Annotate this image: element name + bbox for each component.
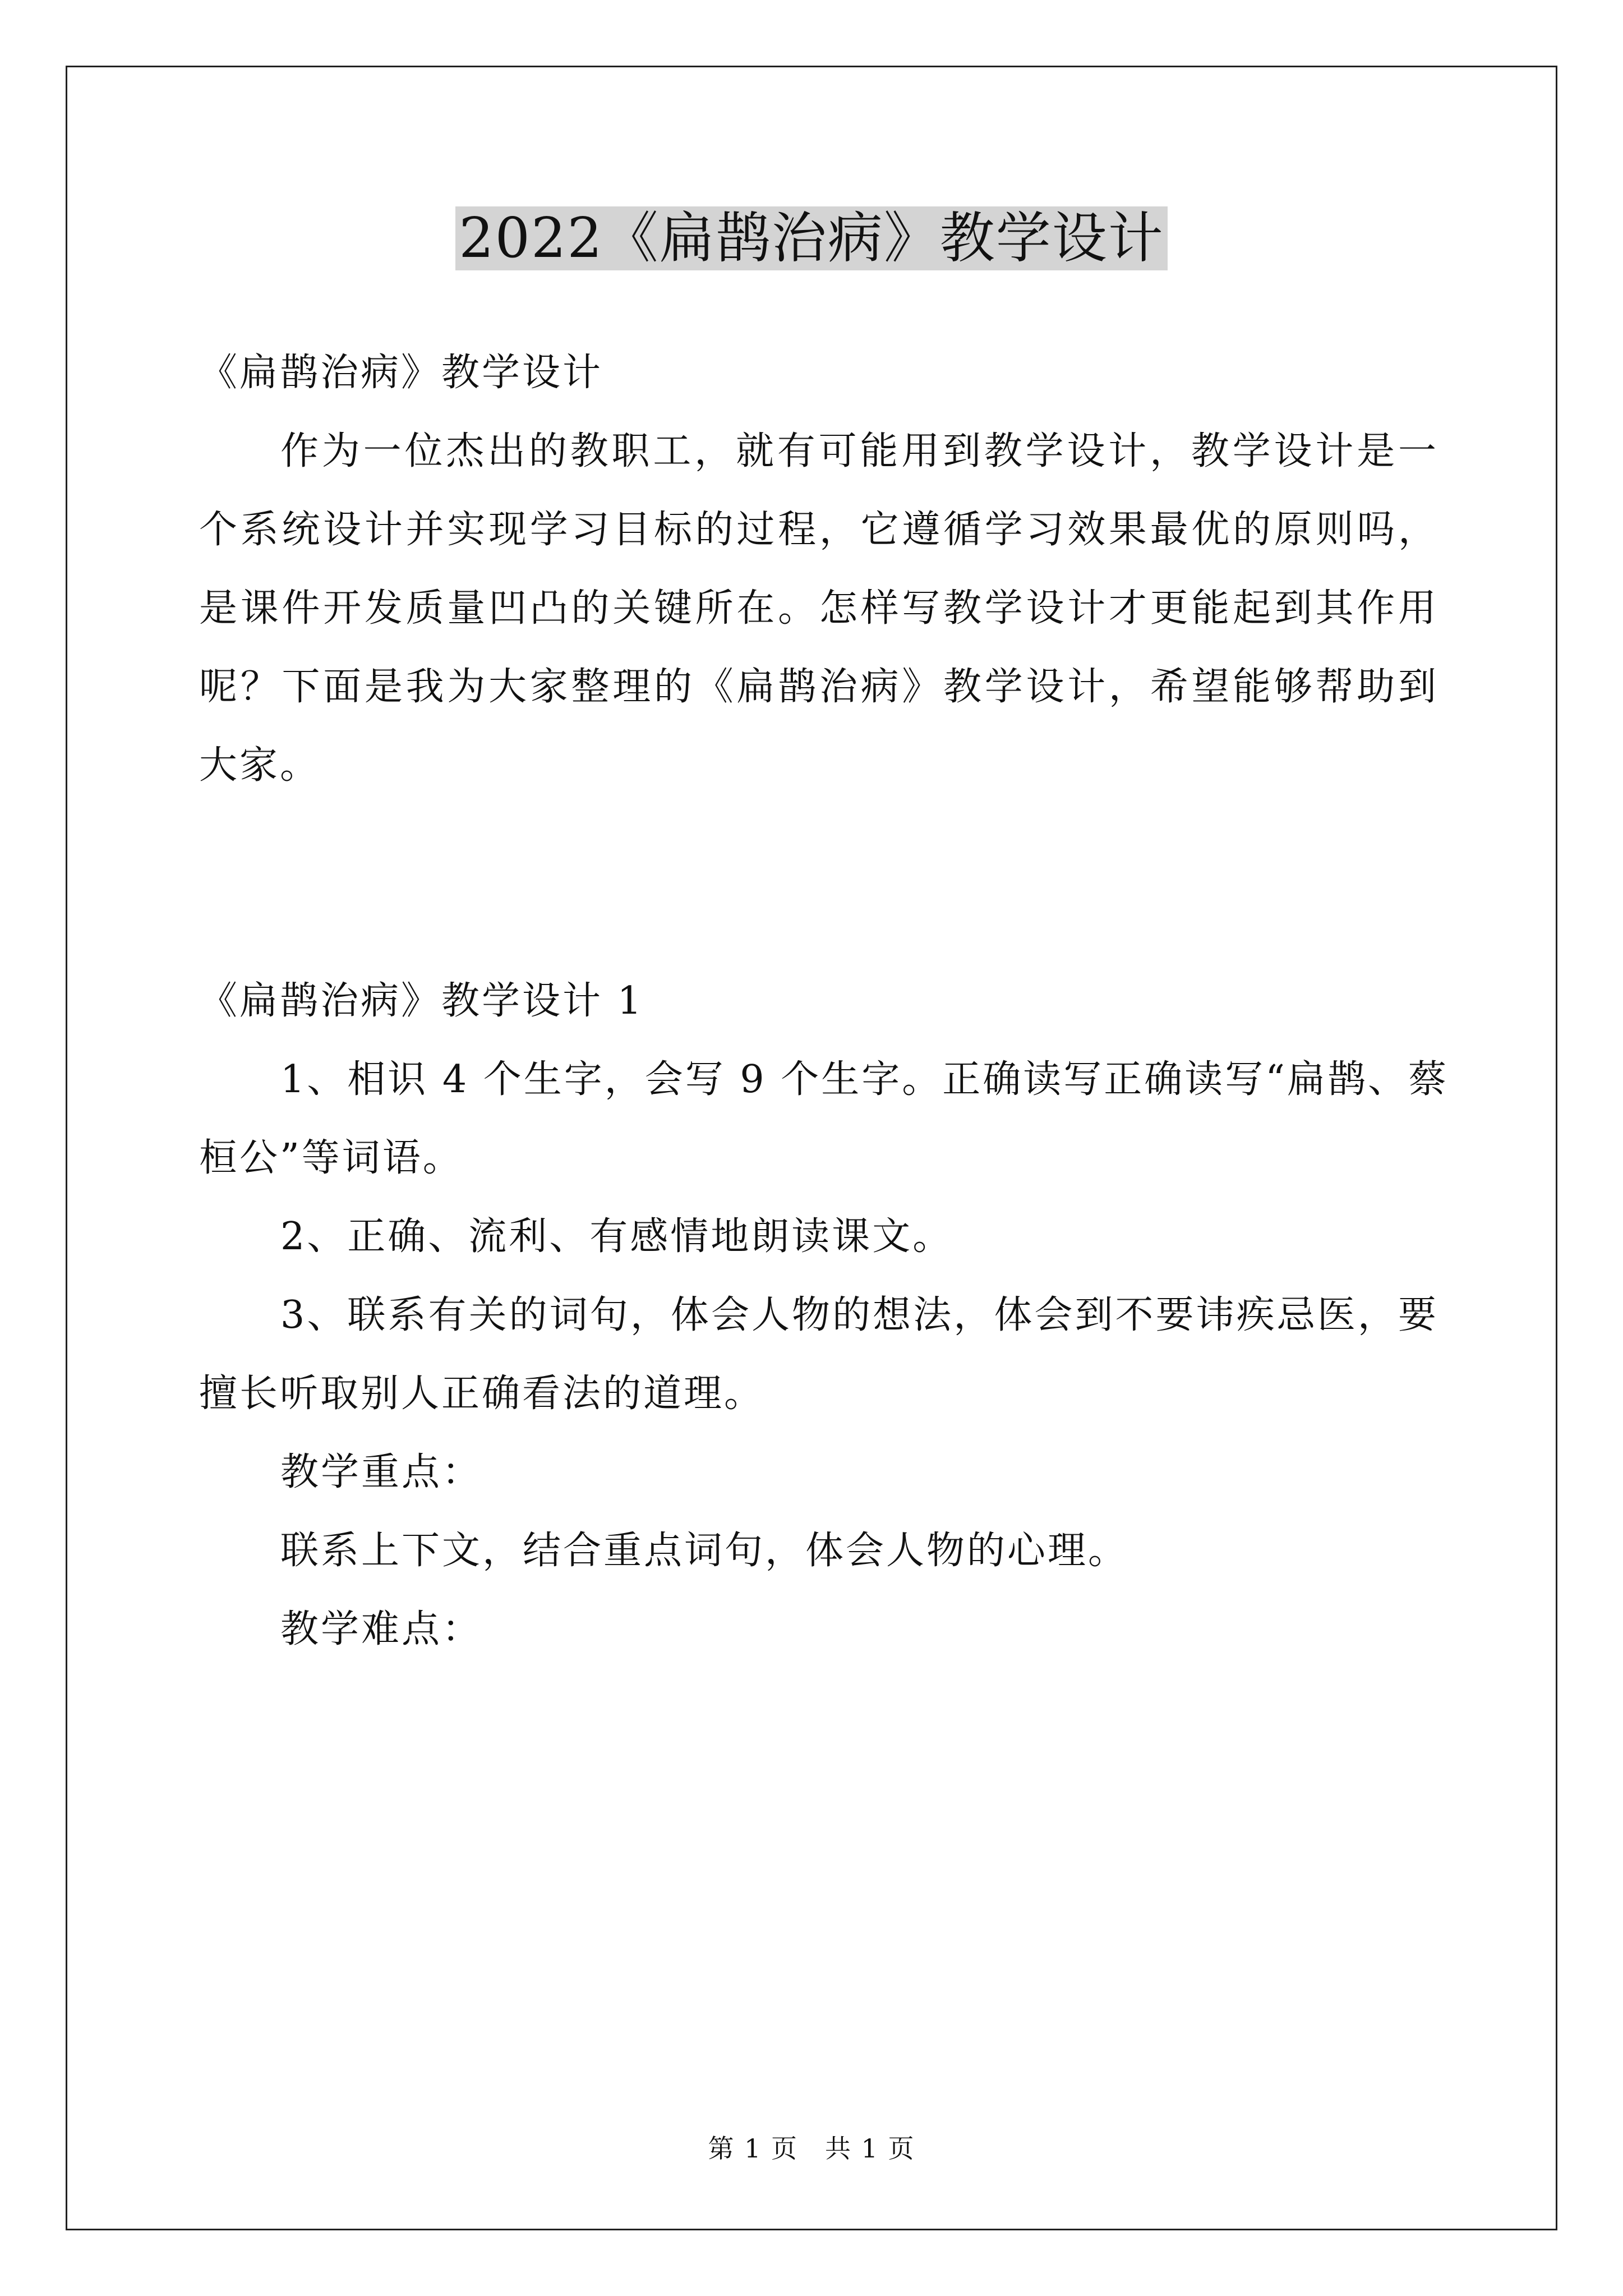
objective-1-line-2: 桓公”等词语。 bbox=[199, 1136, 463, 1180]
key-point-text: 联系上下文，结合重点词句，体会人物的心理。 bbox=[280, 1529, 1129, 1573]
difficulty-label: 教学难点： bbox=[280, 1607, 483, 1651]
document-title-text: 2022《扁鹊治病》教学设计 bbox=[455, 206, 1167, 270]
objective-3-line-2: 擅长听取别人正确看法的道理。 bbox=[199, 1372, 765, 1416]
page-footer: 第 1 页 共 1 页 bbox=[708, 2133, 915, 2164]
document-body bbox=[199, 334, 1449, 1669]
section-heading: 《扁鹊治病》教学设计 1 bbox=[199, 979, 644, 1023]
section-spacer bbox=[199, 805, 1438, 962]
intro-line-4: 呢？下面是我为大家整理的《扁鹊治病》教学设计，希望能够帮助到 bbox=[199, 665, 1438, 709]
intro-line-5: 大家。 bbox=[199, 743, 321, 788]
objective-2: 2、正确、流利、有感情地朗读课文。 bbox=[280, 1214, 953, 1259]
key-point-label: 教学重点： bbox=[280, 1450, 483, 1494]
intro-line-2: 个系统设计并实现学习目标的过程，它遵循学习效果最优的原则吗， bbox=[199, 508, 1438, 552]
document-title bbox=[0, 199, 1623, 278]
document-subtitle: 《扁鹊治病》教学设计 bbox=[199, 351, 603, 395]
intro-line-3: 是课件开发质量凹凸的关键所在。怎样写教学设计才更能起到其作用 bbox=[199, 586, 1438, 631]
objective-1-line-1: 1、相识 4 个生字，会写 9 个生字。正确读写正确读写“扁鹊、蔡 bbox=[280, 1057, 1449, 1102]
intro-line-1: 作为一位杰出的教职工，就有可能用到教学设计，教学设计是一 bbox=[280, 429, 1438, 473]
objective-3-line-1: 3、联系有关的词句，体会人物的想法，体会到不要讳疾忌医，要 bbox=[280, 1293, 1438, 1337]
